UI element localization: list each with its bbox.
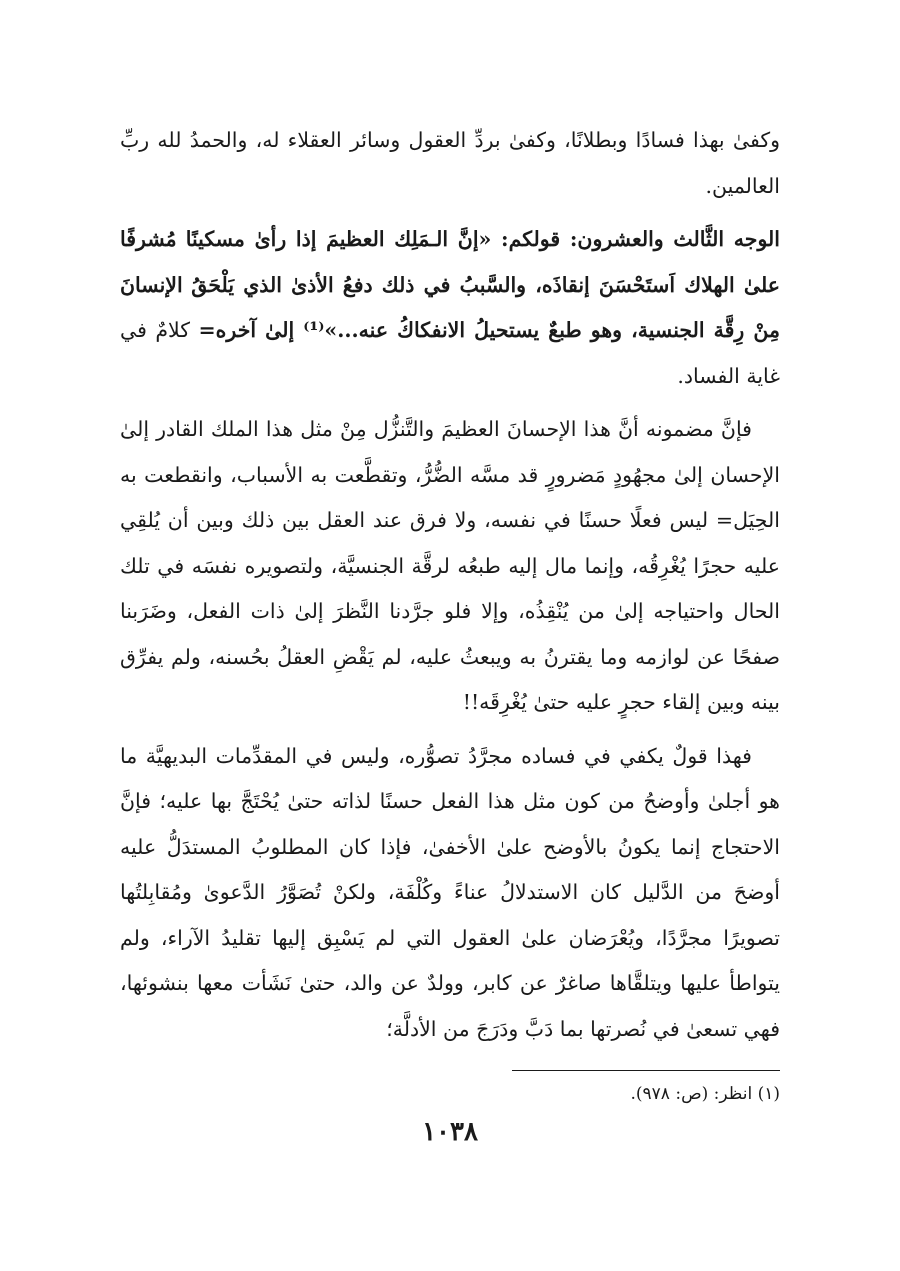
- text-line: المستدَلُّ عليه أوضحَ من الدَّليل كان الاستدلالُ عناءً وكُلْفَة، ولكنْ تُصَوَّرُ: [120, 834, 780, 904]
- paragraph-4: [120, 734, 780, 1053]
- text-line: وكفىٰ بهذا فسادًا وبطلانًا، وكفىٰ بردِّ العقول وسائر العقلاء له، والحمدُ: [189, 128, 780, 152]
- footnote-separator: [512, 1070, 780, 1071]
- text-line: إلىٰ الإحسان إلىٰ مجهُودٍ مَضرورٍ قد مسَّه الضُّرُّ، وتقطَّعت به الأسباب،: [120, 417, 780, 487]
- text-line: وبين أن يُلقِي عليه حجرًا يُغْرِقُه، وإنما مال إليه طبعُه لرقَّة الجنسيَّة،: [120, 508, 780, 578]
- text-line: لم يَقْضِ العقلُ بحُسنه، ولم يفرِّق بينه وبين إلقاء حجرٍ عليه حتىٰ يُغْرِقَه!!: [120, 644, 780, 714]
- text-line: فإنَّ مضمونه أنَّ هذا الإحسانَ العظيمَ والتَّنزُّل مِنْ مثل هذا الملك القادر: [156, 417, 752, 441]
- text-line: حتىٰ نَشَأت معها بنشوئها، فهي تسعىٰ في نُصرتها بما دَبَّ ودَرَجَ من الأدلَّة؛: [120, 971, 780, 1041]
- text-line: عليه؛ فإنَّ الاحتجاج إنما يكونُ بالأوضح علىٰ الأخفىٰ، فإذا كان المطلوبُ: [120, 789, 780, 859]
- page-body: [120, 118, 780, 1052]
- text-line: ما هو أجلىٰ وأوضحُ من كون مثل هذا الفعل حسنًا لذاته حتىٰ يُحْتَجَّ بها: [120, 743, 780, 813]
- text-line: النَّظرَ إلىٰ ذات الفعل، وضَرَبنا صفحًا عن لوازمه وما يقترنُ به ويبعثُ عليه،: [120, 599, 780, 669]
- page-number: ١٠٣٨: [422, 1117, 478, 1147]
- text-line: الوجه الثَّالث والعشرون: قولكم: «إنَّ الـمَلِك العظيمَ إذا رأىٰ مسكينًا: [185, 227, 780, 251]
- text-line: لله ربِّ العالمين.: [120, 128, 780, 198]
- paragraph-2: [120, 217, 780, 399]
- text-line: كلامٌ في غاية الفساد.: [120, 318, 780, 388]
- text-line: وانقطعت به الحِيَل= ليس فعلًا حسنًا في نفسه، ولا فرق عند العقل بين ذلك: [120, 462, 780, 532]
- text-line: الإنسانَ مِنْ رِقَّة الجنسية، وهو طبعٌ يستحيلُ الانفكاكُ عنه...»⁽¹⁾ إلىٰ آخره=: [120, 272, 780, 342]
- footnote: (١) انظر: (ص: ٩٧٨).: [630, 1084, 780, 1104]
- text-line: إليها تقليدُ الآراء، ولم يتواطأ عليها ويتلقَّاها صاغرٌ عن كابر، وولدٌ عن والد،: [120, 925, 780, 995]
- paragraph-1: [120, 118, 780, 209]
- text-line: مُشرفًا علىٰ الهلاك اَستَحْسَنَ إنقاذَه، والسَّببُ في ذلك دفعُ الأذىٰ الذي يَلْحَقُ: [120, 227, 780, 297]
- text-line: الدَّعوىٰ ومُقابِلتُها تصويرًا مجرَّدًا، ويُعْرَضان علىٰ العقول التي لم يَسْبِق: [120, 880, 780, 950]
- text-line: فهذا قولٌ يكفي في فساده مجرَّدُ تصوُّره، وليس في المقدِّمات البديهيَّة: [145, 743, 752, 768]
- text-line: ولتصويره نفسَه في تلك الحال واحتياجه إلىٰ من يُنْقِذُه، وإلا فلو جرَّدنا: [120, 553, 780, 623]
- paragraph-3: [120, 407, 780, 726]
